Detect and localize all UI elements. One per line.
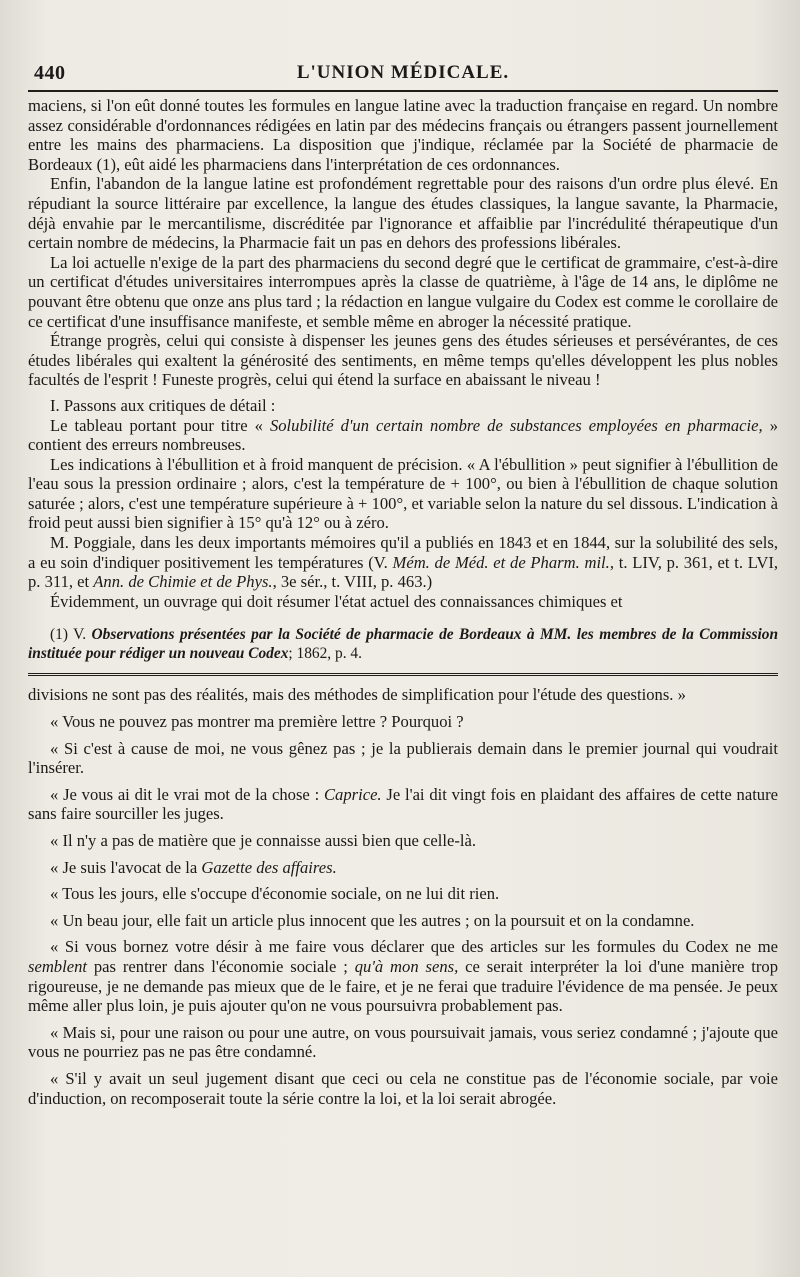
text-span: » contient des erreurs nombreuses. xyxy=(28,415,778,455)
text-span: « Je vous ai dit le vrai mot de la chose : xyxy=(50,784,324,804)
footnote-suffix: ; 1862, p. 4. xyxy=(288,645,362,663)
quote-paragraph: « Il n'y a pas de matière que je connaisse aussi bien que celle-là. xyxy=(50,831,476,850)
text-span: « Si vous bornez votre désir à me faire vous déclarer que des articles sur les formules du Codex ne me xyxy=(50,937,778,957)
quote-paragraph xyxy=(28,858,778,878)
page-number: 440 xyxy=(34,62,66,84)
text-span: M. Poggiale, dans les deux importants mémoires qu'il a publiés en 1843 et en 1844, sur la solubilité des sels, a eu soin d'indiquer positivement les températures (V. xyxy=(28,533,778,572)
section-divider xyxy=(28,673,778,677)
footnote-title: Observations présentées par la Société de pharmacie de Bordeaux à MM. les membres de la Commission instituée pour rédiger un nouveau Codex xyxy=(28,626,779,663)
table-title: Solubilité d'un certain nombre de substances employées en pharmacie, xyxy=(269,415,763,435)
quote-paragraph: « Si c'est à cause de moi, ne vous gênez pas ; je la publierais demain dans le premier journal qui voudrait l'insérer. xyxy=(28,738,778,778)
footnote-marker: (1) V. xyxy=(50,626,92,644)
paragraph xyxy=(28,533,778,592)
text-span: pas rentrer dans l'économie sociale ; xyxy=(87,956,355,976)
paragraph: Enfin, l'abandon de la langue latine est profondément regrettable pour des raisons d'un ordre plus élevé. En répudiant la source littéraire par excellence, la langue des études classiques, la langue savante, la Pharmacie, déjà envahie par le mercantilisme, discréditée par l'ignorance et affaiblie par l'incrédulité thérapeutique d'un certain nombre de médecins, la Pharmacie fait un pas en dehors des professions libérales. xyxy=(28,174,778,253)
section-heading: I. Passons aux critiques de détail : xyxy=(50,395,276,415)
top-article-text xyxy=(28,96,778,611)
quote-paragraph xyxy=(28,785,778,824)
bottom-article-text xyxy=(28,685,778,1108)
quote-paragraph: « Vous ne pouvez pas montrer ma première lettre ? Pourquoi ? xyxy=(50,712,464,732)
paragraph: Étrange progrès, celui qui consiste à dispenser les jeunes gens des études sérieuses et persévérantes, de ces études libérales qui exaltent la générosité des sentiments, en même temps qu'elles développent les plus nobles facultés de l'esprit ! Funeste progrès, celui qui étend la surface en abaissant le niveau ! xyxy=(28,331,778,390)
text-span: , t. LIV, p. 361, et t. LVI, p. 311, et xyxy=(28,552,779,592)
paragraph: Évidemment, un ouvrage qui doit résumer l'état actuel des connaissances chimiques et xyxy=(50,591,623,611)
quote-paragraph: « S'il y avait un seul jugement disant que ceci ou cela ne constitue pas de l'économie sociale, par voie d'induction, on recomposerait toute la série contre la loi, et la loi serait abrogée. xyxy=(28,1068,778,1108)
citation-title: Mém. de Méd. et de Pharm. mil. xyxy=(392,552,610,572)
publication-name: Gazette des affaires. xyxy=(201,857,337,877)
italic-word: Caprice. xyxy=(323,784,382,804)
journal-title: L'UNION MÉDICALE. xyxy=(296,62,510,83)
paragraph: maciens, si l'on eût donné toutes les formules en langue latine avec la traduction française en regard. Un nombre assez considérable d'ordonnances rédigées en latin par des médecins français ou étrangers passent journellement entre les mains des pharmaciens. La disposition que j'indique, réclamée par la Société de pharmacie de Bordeaux (1), eût aidé les pharmaciens dans l'interprétation de ces ordonnances. xyxy=(28,96,778,174)
italic-phrase: qu'à mon sens, xyxy=(354,956,459,976)
paragraph: La loi actuelle n'exige de la part des pharmaciens du second degré que le certificat de grammaire, c'est-à-dire un certificat d'études universitaires interrompues après la classe de quatrième, à l'âge de 14 ans, le diplôme ne pouvant être obtenu que onze ans plus tard ; la rédaction en langue vulgaire du Codex est comme le corollaire de ce certificat d'une insuffisance manifeste, et semble même en abroger la nécessité pratique. xyxy=(28,252,778,331)
footnote xyxy=(28,625,778,663)
quote-paragraph: « Mais si, pour une raison ou pour une autre, on vous poursuivait jamais, vous seriez condamné ; j'ajoute que vous ne pourriez pas ne pas être condamné. xyxy=(28,1022,778,1062)
page-header xyxy=(28,58,778,88)
quote-paragraph xyxy=(28,937,778,1015)
paragraph: Les indications à l'ébullition et à froid manquent de précision. « A l'ébullition » peut signifier à l'ébullition de l'eau sous la pression ordinaire ; alors, c'est la température de + 100°, ou bien à l'ébullition de chaque solution saturée ; alors, c'est une température supérieure à + 100°, et variable selon la nature du sel dissous. L'indication à froid peut aussi bien signifier à 15° qu'à 12° ou à zéro. xyxy=(28,454,778,533)
text-span: « Je suis l'avocat de la xyxy=(50,857,202,877)
text-span: , 3e sér., t. VIII, p. 463.) xyxy=(272,572,433,592)
header-rule xyxy=(28,90,778,92)
paragraph xyxy=(28,416,778,455)
quote-paragraph: « Tous les jours, elle s'occupe d'économie sociale, on ne lui dit rien. xyxy=(50,884,500,904)
italic-word: semblent xyxy=(28,956,87,976)
citation-title: Ann. de Chimie et de Phys. xyxy=(93,572,273,592)
paragraph: divisions ne sont pas des réalités, mais des méthodes de simplification pour l'étude des questions. » xyxy=(28,685,686,705)
text-span: Je l'ai dit vingt fois en plaidant des affaires de cette nature sans faire sourciller les juges. xyxy=(28,784,778,824)
quote-paragraph: « Un beau jour, elle fait un article plus innocent que les autres ; on la poursuit et on la condamne. xyxy=(50,910,695,930)
text-span: ce serait interpréter la loi d'une manière trop rigoureuse, je ne demande pas mieux que de le faire, et je ne ferai que traduire l'évidence de ma pensée. Je peux même aller plus loin, je puis ajouter qu'on ne vous poursuivra probablement pas. xyxy=(28,956,778,1016)
text-span: Le tableau portant pour titre « xyxy=(50,415,270,435)
